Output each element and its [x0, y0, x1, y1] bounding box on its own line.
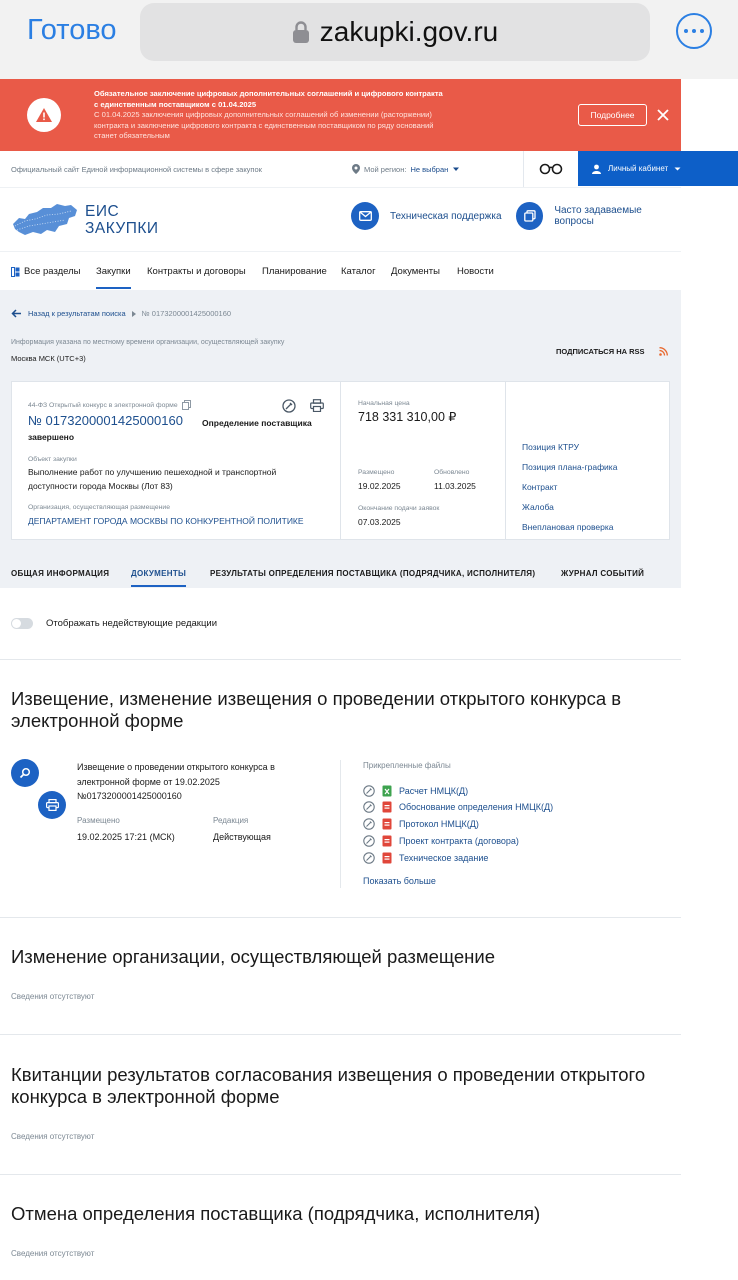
divider — [0, 1034, 681, 1035]
doc-posted-label: Размещено — [77, 816, 120, 825]
print-doc-button[interactable] — [38, 791, 66, 819]
tech-support-label: Техническая поддержка — [390, 210, 502, 222]
alert-banner — [0, 79, 681, 151]
russia-map-icon — [11, 202, 79, 238]
no-data-text: Сведения отсутствуют — [11, 1132, 95, 1141]
card-price-column — [341, 382, 506, 539]
logo-line-2: ЗАКУПКИ — [85, 220, 159, 237]
arrow-left-icon[interactable] — [11, 309, 22, 318]
rss-label: ПОДПИСАТЬСЯ НА RSS — [556, 347, 645, 356]
back-to-results-link[interactable]: Назад к результатам поиска — [28, 309, 126, 318]
alert-more-button[interactable]: Подробнее — [578, 104, 647, 126]
close-icon[interactable] — [655, 107, 671, 123]
cabinet-label: Личный кабинет — [608, 164, 669, 173]
org-change-section-title: Изменение организации, осуществляющей размещение — [11, 946, 496, 967]
posted-value: 19.02.2025 — [358, 481, 401, 491]
tab-general-info[interactable]: ОБЩАЯ ИНФОРМАЦИЯ — [11, 569, 110, 578]
updated-label: Обновлено — [434, 469, 470, 476]
region-value: Не выбран — [410, 164, 449, 174]
related-links — [522, 442, 617, 532]
purchase-summary-area — [0, 290, 681, 588]
pdf-file-icon — [381, 818, 393, 830]
nav-purchases[interactable]: Закупки — [96, 266, 131, 289]
detail-tabs — [0, 561, 681, 588]
faq-link[interactable] — [516, 202, 681, 230]
doc-edition-label: Редакция — [213, 816, 249, 825]
doc-posted-value: 19.02.2025 17:21 (МСК) — [77, 832, 175, 842]
copy-icon[interactable] — [182, 400, 191, 410]
attached-files-list — [363, 784, 553, 864]
alert-title: Обязательное заключение цифровых дополнительных соглашений и цифрового контракта с единственным поставщиком с 01.04.2025 — [94, 89, 443, 109]
price-value: 718 331 310,00 ₽ — [358, 410, 457, 424]
file-item[interactable] — [363, 851, 553, 864]
pdf-file-icon — [381, 852, 393, 864]
signature-icon[interactable] — [363, 785, 375, 797]
nav-all-sections[interactable] — [11, 266, 81, 277]
file-name: Расчет НМЦК(Д) — [399, 785, 469, 796]
search-doc-button[interactable] — [11, 759, 39, 787]
chevron-right-icon — [132, 311, 136, 317]
official-site-text: Официальный сайт Единой информационной системы в сфере закупок — [11, 165, 262, 174]
breadcrumb — [11, 309, 231, 318]
xls-file-icon — [381, 785, 393, 797]
toggle-label: Отображать недействующие редакции — [46, 618, 218, 629]
file-name: Обоснование определения НМЦК(Д) — [399, 802, 554, 813]
nav-news[interactable]: Новости — [457, 266, 494, 277]
signature-icon[interactable] — [363, 835, 375, 847]
rss-icon — [659, 347, 668, 356]
tab-event-log[interactable]: ЖУРНАЛ СОБЫТИЙ — [561, 569, 645, 578]
tab-documents[interactable]: ДОКУМЕНТЫ — [131, 569, 186, 587]
tab-results[interactable]: РЕЗУЛЬТАТЫ ОПРЕДЕЛЕНИЯ ПОСТАВЩИКА (ПОДРЯДЧИКА, ИСПОЛНИТЕЛЯ) — [210, 569, 536, 578]
link-plan-schedule[interactable]: Позиция плана-графика — [522, 462, 618, 472]
divider — [0, 1174, 681, 1175]
sections-icon — [11, 267, 20, 277]
logo-bar — [0, 187, 681, 251]
timezone-value: Москва МСК (UTC+3) — [11, 354, 86, 363]
divider — [0, 917, 681, 918]
glasses-icon — [539, 163, 563, 175]
region-label: Мой регион: — [364, 164, 407, 174]
object-value: Выполнение работ по улучшению пешеходной и транспортной доступности города Москвы (Лот 83) — [28, 467, 277, 491]
inactive-editions-toggle[interactable] — [11, 618, 33, 629]
document-title: Извещение о проведении открытого конкурса в электронной форме от 19.02.2025 №0173200001425000160 — [77, 762, 275, 801]
org-label: Организация, осуществляющая размещение — [28, 504, 170, 511]
chevron-down-icon — [674, 167, 681, 171]
eis-logo[interactable] — [11, 202, 159, 238]
site-header — [0, 151, 738, 187]
timezone-info: Информация указана по местному времени организации, осуществляющей закупку — [11, 339, 285, 346]
file-name: Техническое задание — [399, 852, 489, 863]
vertical-divider — [340, 760, 341, 888]
lock-icon — [292, 21, 310, 43]
price-label: Начальная цена — [358, 400, 410, 407]
logo-line-1: ЕИС — [85, 203, 120, 220]
link-ktru[interactable]: Позиция КТРУ — [522, 442, 579, 452]
receipts-section-title: Квитанции результатов согласования извещения о проведении открытого конкурса в электронной форме — [11, 1064, 646, 1107]
link-complaint[interactable]: Жалоба — [522, 502, 554, 512]
divider — [0, 659, 681, 660]
nav-catalog[interactable]: Каталог — [341, 266, 376, 277]
accessibility-button[interactable] — [523, 151, 578, 187]
purchase-card — [11, 381, 670, 540]
address-bar[interactable] — [140, 3, 650, 61]
nav-all-label: Все разделы — [24, 266, 81, 277]
stage-label: Определение поставщика — [202, 418, 312, 428]
pdf-file-icon — [381, 835, 393, 847]
purchase-number[interactable]: № 0173200001425000160 — [28, 413, 183, 428]
no-data-text: Сведения отсутствуют — [11, 1249, 95, 1258]
alert-text: С 01.04.2025 заключения цифровых дополнительных соглашений об изменении (расторжении) контракта и заключение цифрового контракта с единственным поставщиком по ряду оснований станет обязательным — [94, 110, 434, 140]
posted-label: Размещено — [358, 469, 395, 476]
no-data-text: Сведения отсутствуют — [11, 992, 95, 1001]
nav-planning[interactable]: Планирование — [262, 266, 327, 277]
more-options-button[interactable] — [676, 13, 712, 49]
deadline-label: Окончание подачи заявок — [358, 505, 440, 512]
address-url: zakupki.gov.ru — [319, 16, 499, 47]
mail-icon — [351, 202, 379, 230]
nav-contracts[interactable]: Контракты и договоры — [147, 266, 246, 277]
stage-status: завершено — [28, 432, 75, 442]
faq-icon — [516, 202, 543, 230]
done-button[interactable]: Готово — [27, 14, 117, 46]
updated-value: 11.03.2025 — [434, 481, 476, 491]
org-link[interactable]: ДЕПАРТАМЕНТ ГОРОДА МОСКВЫ ПО КОНКУРЕНТНОЙ ПОЛИТИКЕ — [28, 516, 304, 526]
file-name: Протокол НМЦК(Д) — [399, 819, 479, 830]
show-more-link[interactable]: Показать больше — [363, 876, 436, 886]
signature-icon[interactable] — [363, 801, 375, 813]
signature-icon[interactable] — [363, 818, 375, 830]
signature-icon[interactable] — [282, 399, 296, 413]
chevron-down-icon — [452, 167, 460, 172]
personal-cabinet-button[interactable] — [578, 151, 738, 186]
rss-subscribe-link[interactable] — [556, 347, 668, 356]
law-type: 44-ФЗ Открытый конкурс в электронной форме — [28, 401, 178, 409]
cancel-section-title: Отмена определения поставщика (подрядчика, исполнителя) — [11, 1203, 541, 1224]
card-main-column — [12, 382, 341, 539]
file-name: Проект контракта (договора) — [399, 836, 519, 847]
browser-toolbar — [0, 0, 738, 79]
deadline-value: 07.03.2025 — [358, 517, 401, 527]
link-inspection[interactable]: Внеплановая проверка — [522, 522, 614, 532]
file-item[interactable] — [363, 834, 553, 847]
pdf-file-icon — [381, 801, 393, 813]
card-icons — [282, 399, 324, 413]
doc-edition-value: Действующая — [213, 832, 271, 842]
link-contract[interactable]: Контракт — [522, 482, 558, 492]
file-item[interactable] — [363, 818, 553, 831]
breadcrumb-current: № 0173200001425000160 — [141, 309, 232, 318]
law-type-row — [28, 400, 191, 410]
file-item[interactable] — [363, 784, 553, 797]
location-pin-icon — [352, 164, 360, 174]
region-selector[interactable] — [352, 164, 460, 174]
faq-label: Часто задаваемые вопросы — [554, 205, 642, 227]
file-item[interactable] — [363, 801, 553, 814]
print-icon — [46, 799, 59, 811]
search-icon — [19, 767, 31, 779]
warning-icon — [27, 98, 61, 132]
object-label: Объект закупки — [28, 456, 77, 463]
notice-section-title: Извещение, изменение извещения о проведении открытого конкурса в электронной форме — [11, 688, 622, 731]
print-icon[interactable] — [310, 399, 324, 412]
attached-files-label: Прикрепленные файлы — [363, 761, 451, 770]
tech-support-link[interactable] — [351, 202, 502, 230]
main-nav — [0, 251, 681, 290]
nav-documents[interactable]: Документы — [391, 266, 440, 277]
signature-icon[interactable] — [363, 852, 375, 864]
user-icon — [592, 164, 602, 174]
